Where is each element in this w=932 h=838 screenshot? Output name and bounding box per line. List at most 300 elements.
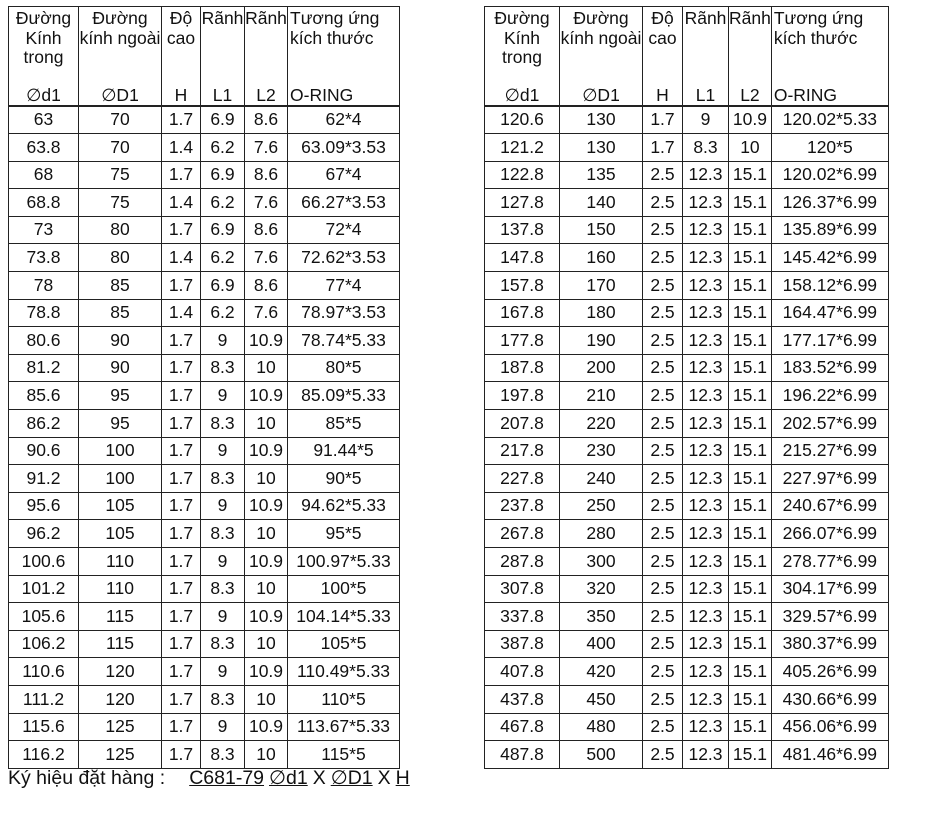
cell-oring-size: 481.46*6.99 [771,741,888,769]
cell-inner-diameter: 116.2 [9,741,79,769]
cell-height: 1.7 [162,106,201,134]
cell-inner-diameter: 63.8 [9,134,79,162]
cell-height: 2.5 [643,382,683,410]
table-body-right [485,106,889,769]
table-row [9,548,400,576]
cell-inner-diameter: 96.2 [9,520,79,548]
table-row [9,216,400,244]
cell-height: 1.7 [162,603,201,631]
cell-outer-diameter: 80 [79,216,162,244]
cell-groove-l1: 12.3 [683,299,729,327]
cell-groove-l1: 9 [201,327,245,355]
cell-oring-size: 110.49*5.33 [288,658,400,686]
cell-groove-l1: 9 [201,713,245,741]
table-row [485,437,889,465]
cell-groove-l2: 10.9 [245,492,288,520]
cell-oring-size: 113.67*5.33 [288,713,400,741]
cell-outer-diameter: 85 [79,272,162,300]
cell-outer-diameter: 105 [79,492,162,520]
cell-outer-diameter: 130 [560,106,643,134]
header-groove-l2: Rãnh L2 [245,7,288,106]
cell-oring-size: 164.47*6.99 [771,299,888,327]
cell-groove-l2: 8.6 [245,106,288,134]
cell-groove-l2: 15.1 [729,520,772,548]
cell-groove-l2: 8.6 [245,161,288,189]
cell-groove-l1: 12.3 [683,575,729,603]
cell-height: 2.5 [643,272,683,300]
cell-groove-l2: 15.1 [729,189,772,217]
header-outer-diameter: Đường kính ngoài ∅D1 [79,7,162,106]
cell-oring-size: 91.44*5 [288,437,400,465]
table-row [485,272,889,300]
cell-groove-l2: 10.9 [245,713,288,741]
cell-inner-diameter: 147.8 [485,244,560,272]
cell-oring-size: 380.37*6.99 [771,630,888,658]
cell-groove-l1: 8.3 [683,134,729,162]
cell-height: 1.7 [162,713,201,741]
cell-groove-l1: 6.2 [201,299,245,327]
cell-inner-diameter: 63 [9,106,79,134]
table-row [9,382,400,410]
cell-height: 1.7 [162,465,201,493]
cell-inner-diameter: 81.2 [9,354,79,382]
cell-outer-diameter: 75 [79,189,162,217]
cell-inner-diameter: 91.2 [9,465,79,493]
cell-groove-l1: 12.3 [683,272,729,300]
table-row [485,189,889,217]
cell-outer-diameter: 95 [79,410,162,438]
header-groove-l1: Rãnh L1 [201,7,245,106]
table-row [9,272,400,300]
cell-groove-l2: 15.1 [729,713,772,741]
order-code-d1: ∅d1 [269,767,308,789]
cell-outer-diameter: 230 [560,437,643,465]
table-row [9,465,400,493]
cell-groove-l2: 10 [729,134,772,162]
cell-outer-diameter: 120 [79,658,162,686]
cell-outer-diameter: 115 [79,603,162,631]
cell-groove-l2: 10 [245,520,288,548]
cell-groove-l1: 12.3 [683,465,729,493]
cell-groove-l1: 8.3 [201,354,245,382]
order-code-H: H [395,767,410,789]
table-row [485,603,889,631]
table-row [485,548,889,576]
cell-inner-diameter: 95.6 [9,492,79,520]
cell-outer-diameter: 140 [560,189,643,217]
cell-oring-size: 66.27*3.53 [288,189,400,217]
cell-inner-diameter: 207.8 [485,410,560,438]
cell-outer-diameter: 190 [560,327,643,355]
cell-inner-diameter: 73 [9,216,79,244]
cell-groove-l2: 10 [245,741,288,769]
table-row [485,354,889,382]
cell-outer-diameter: 75 [79,161,162,189]
cell-oring-size: 90*5 [288,465,400,493]
cell-height: 1.7 [643,134,683,162]
cell-outer-diameter: 200 [560,354,643,382]
cell-inner-diameter: 120.6 [485,106,560,134]
cell-height: 2.5 [643,548,683,576]
cell-inner-diameter: 111.2 [9,685,79,713]
table-row [485,492,889,520]
cell-height: 1.7 [162,382,201,410]
cell-outer-diameter: 125 [79,713,162,741]
table-body-left [9,106,400,769]
cell-groove-l2: 7.6 [245,299,288,327]
cell-groove-l1: 6.2 [201,134,245,162]
table-row [485,161,889,189]
cell-groove-l1: 12.3 [683,216,729,244]
cell-oring-size: 120.02*5.33 [771,106,888,134]
cell-outer-diameter: 150 [560,216,643,244]
cell-groove-l1: 6.9 [201,216,245,244]
cell-height: 1.7 [162,520,201,548]
cell-groove-l1: 6.9 [201,106,245,134]
table-row [485,575,889,603]
order-code-x1: X [312,767,326,789]
table-row [485,630,889,658]
cell-groove-l2: 15.1 [729,548,772,576]
cell-outer-diameter: 110 [79,548,162,576]
cell-groove-l1: 8.3 [201,575,245,603]
cell-inner-diameter: 85.6 [9,382,79,410]
cell-height: 2.5 [643,713,683,741]
cell-outer-diameter: 300 [560,548,643,576]
cell-outer-diameter: 170 [560,272,643,300]
cell-inner-diameter: 115.6 [9,713,79,741]
cell-groove-l2: 15.1 [729,741,772,769]
cell-groove-l1: 9 [201,603,245,631]
table-row [9,410,400,438]
header-groove-l1: Rãnh L1 [683,7,729,106]
cell-groove-l1: 12.3 [683,713,729,741]
cell-outer-diameter: 120 [79,685,162,713]
cell-height: 1.7 [162,741,201,769]
cell-inner-diameter: 487.8 [485,741,560,769]
cell-groove-l2: 15.1 [729,299,772,327]
cell-groove-l2: 10 [245,575,288,603]
table-row [9,658,400,686]
cell-oring-size: 430.66*6.99 [771,685,888,713]
cell-height: 2.5 [643,492,683,520]
cell-groove-l2: 10 [245,465,288,493]
table-row [9,106,400,134]
cell-inner-diameter: 287.8 [485,548,560,576]
cell-outer-diameter: 210 [560,382,643,410]
cell-groove-l2: 15.1 [729,603,772,631]
cell-height: 1.7 [162,327,201,355]
cell-outer-diameter: 500 [560,741,643,769]
cell-height: 1.7 [162,272,201,300]
cell-oring-size: 135.89*6.99 [771,216,888,244]
cell-outer-diameter: 110 [79,575,162,603]
cell-inner-diameter: 73.8 [9,244,79,272]
cell-outer-diameter: 90 [79,354,162,382]
cell-inner-diameter: 187.8 [485,354,560,382]
cell-groove-l2: 10 [245,354,288,382]
cell-groove-l1: 8.3 [201,630,245,658]
header-inner-diameter: Đường Kính trong ∅d1 [9,7,79,106]
cell-inner-diameter: 78.8 [9,299,79,327]
cell-inner-diameter: 106.2 [9,630,79,658]
cell-groove-l2: 10.9 [729,106,772,134]
cell-groove-l1: 12.3 [683,244,729,272]
cell-outer-diameter: 135 [560,161,643,189]
header-height: Độ cao H [643,7,683,106]
cell-outer-diameter: 240 [560,465,643,493]
cell-groove-l2: 15.1 [729,437,772,465]
cell-outer-diameter: 115 [79,630,162,658]
cell-oring-size: 85.09*5.33 [288,382,400,410]
cell-oring-size: 100.97*5.33 [288,548,400,576]
cell-oring-size: 72*4 [288,216,400,244]
cell-groove-l2: 15.1 [729,492,772,520]
table-row [9,327,400,355]
cell-inner-diameter: 127.8 [485,189,560,217]
table-row [9,492,400,520]
cell-groove-l1: 9 [201,658,245,686]
cell-oring-size: 278.77*6.99 [771,548,888,576]
cell-groove-l2: 10.9 [245,437,288,465]
cell-oring-size: 183.52*6.99 [771,354,888,382]
order-code-label: Ký hiệu đặt hàng : [8,767,166,789]
table-row [485,465,889,493]
order-code-x2: X [377,767,391,789]
cell-outer-diameter: 320 [560,575,643,603]
cell-height: 1.7 [162,630,201,658]
table-row [9,244,400,272]
header-inner-diameter: Đường Kính trong ∅d1 [485,7,560,106]
cell-oring-size: 202.57*6.99 [771,410,888,438]
cell-oring-size: 126.37*6.99 [771,189,888,217]
cell-groove-l2: 15.1 [729,161,772,189]
cell-height: 2.5 [643,741,683,769]
cell-height: 1.7 [162,492,201,520]
table-row [9,603,400,631]
cell-inner-diameter: 467.8 [485,713,560,741]
cell-groove-l1: 12.3 [683,741,729,769]
cell-inner-diameter: 86.2 [9,410,79,438]
table-row [485,244,889,272]
header-oring-size: Tương ứng kích thước O-RING [288,7,400,106]
cell-height: 2.5 [643,327,683,355]
cell-height: 2.5 [643,685,683,713]
cell-oring-size: 177.17*6.99 [771,327,888,355]
cell-oring-size: 100*5 [288,575,400,603]
cell-groove-l1: 9 [201,492,245,520]
cell-oring-size: 304.17*6.99 [771,575,888,603]
cell-outer-diameter: 250 [560,492,643,520]
cell-inner-diameter: 267.8 [485,520,560,548]
cell-groove-l2: 15.1 [729,575,772,603]
cell-oring-size: 196.22*6.99 [771,382,888,410]
table-row [9,685,400,713]
cell-outer-diameter: 480 [560,713,643,741]
cell-inner-diameter: 337.8 [485,603,560,631]
cell-height: 2.5 [643,603,683,631]
cell-inner-diameter: 101.2 [9,575,79,603]
cell-oring-size: 110*5 [288,685,400,713]
cell-groove-l2: 15.1 [729,465,772,493]
cell-height: 1.4 [162,134,201,162]
table-header-row [485,7,889,106]
table-row [485,299,889,327]
cell-groove-l2: 10 [245,630,288,658]
cell-inner-diameter: 217.8 [485,437,560,465]
cell-inner-diameter: 100.6 [9,548,79,576]
cell-height: 1.7 [162,410,201,438]
cell-oring-size: 405.26*6.99 [771,658,888,686]
cell-outer-diameter: 80 [79,244,162,272]
cell-outer-diameter: 160 [560,244,643,272]
cell-height: 1.7 [162,354,201,382]
cell-inner-diameter: 90.6 [9,437,79,465]
cell-oring-size: 329.57*6.99 [771,603,888,631]
cell-inner-diameter: 197.8 [485,382,560,410]
cell-groove-l1: 9 [683,106,729,134]
cell-oring-size: 120.02*6.99 [771,161,888,189]
cell-oring-size: 63.09*3.53 [288,134,400,162]
cell-oring-size: 104.14*5.33 [288,603,400,631]
table-row [9,437,400,465]
header-outer-diameter: Đường kính ngoài ∅D1 [560,7,643,106]
cell-outer-diameter: 130 [560,134,643,162]
cell-height: 2.5 [643,189,683,217]
cell-outer-diameter: 280 [560,520,643,548]
cell-inner-diameter: 110.6 [9,658,79,686]
cell-oring-size: 266.07*6.99 [771,520,888,548]
order-code-line [8,766,410,790]
table-row [485,520,889,548]
cell-groove-l1: 8.3 [201,520,245,548]
table-row [485,685,889,713]
table-row [485,713,889,741]
cell-oring-size: 72.62*3.53 [288,244,400,272]
cell-height: 2.5 [643,630,683,658]
cell-oring-size: 120*5 [771,134,888,162]
cell-height: 1.7 [162,575,201,603]
cell-groove-l1: 8.3 [201,685,245,713]
cell-groove-l2: 8.6 [245,272,288,300]
cell-groove-l2: 15.1 [729,327,772,355]
cell-inner-diameter: 122.8 [485,161,560,189]
table-row [9,134,400,162]
cell-height: 2.5 [643,216,683,244]
cell-height: 1.4 [162,189,201,217]
cell-inner-diameter: 177.8 [485,327,560,355]
cell-groove-l2: 10.9 [245,327,288,355]
cell-height: 2.5 [643,465,683,493]
cell-oring-size: 85*5 [288,410,400,438]
table-row [9,741,400,769]
order-code-D1: ∅D1 [330,767,373,789]
cell-groove-l1: 12.3 [683,437,729,465]
order-code-prefix: C681-79 [189,767,265,789]
cell-outer-diameter: 350 [560,603,643,631]
cell-inner-diameter: 78 [9,272,79,300]
cell-groove-l1: 9 [201,382,245,410]
table-row [485,134,889,162]
cell-height: 1.7 [162,216,201,244]
cell-groove-l1: 8.3 [201,410,245,438]
cell-outer-diameter: 105 [79,520,162,548]
cell-inner-diameter: 387.8 [485,630,560,658]
cell-groove-l1: 9 [201,548,245,576]
cell-groove-l2: 7.6 [245,189,288,217]
cell-inner-diameter: 105.6 [9,603,79,631]
cell-oring-size: 95*5 [288,520,400,548]
cell-groove-l1: 12.3 [683,189,729,217]
cell-groove-l2: 15.1 [729,272,772,300]
cell-outer-diameter: 180 [560,299,643,327]
cell-oring-size: 67*4 [288,161,400,189]
table-row [9,299,400,327]
cell-inner-diameter: 68 [9,161,79,189]
table-row [485,741,889,769]
cell-groove-l1: 12.3 [683,382,729,410]
cell-outer-diameter: 95 [79,382,162,410]
cell-groove-l1: 12.3 [683,548,729,576]
table-row [9,189,400,217]
cell-inner-diameter: 407.8 [485,658,560,686]
cell-inner-diameter: 167.8 [485,299,560,327]
cell-height: 1.7 [162,548,201,576]
cell-oring-size: 105*5 [288,630,400,658]
cell-height: 1.7 [162,658,201,686]
table-row [485,216,889,244]
cell-groove-l1: 12.3 [683,410,729,438]
cell-height: 1.4 [162,244,201,272]
cell-oring-size: 62*4 [288,106,400,134]
header-oring-size: Tương ứng kích thước O-RING [771,7,888,106]
cell-oring-size: 240.67*6.99 [771,492,888,520]
cell-outer-diameter: 70 [79,134,162,162]
cell-inner-diameter: 237.8 [485,492,560,520]
cell-oring-size: 215.27*6.99 [771,437,888,465]
cell-inner-diameter: 157.8 [485,272,560,300]
cell-inner-diameter: 437.8 [485,685,560,713]
table-row [9,713,400,741]
cell-height: 2.5 [643,575,683,603]
cell-outer-diameter: 220 [560,410,643,438]
table-row [9,354,400,382]
cell-groove-l1: 8.3 [201,465,245,493]
cell-groove-l2: 15.1 [729,216,772,244]
cell-oring-size: 115*5 [288,741,400,769]
cell-height: 1.7 [162,161,201,189]
cell-groove-l1: 12.3 [683,327,729,355]
cell-groove-l1: 12.3 [683,492,729,520]
cell-groove-l1: 12.3 [683,630,729,658]
cell-groove-l2: 15.1 [729,354,772,382]
cell-groove-l2: 15.1 [729,685,772,713]
cell-groove-l1: 12.3 [683,520,729,548]
cell-height: 2.5 [643,437,683,465]
cell-height: 2.5 [643,658,683,686]
cell-inner-diameter: 80.6 [9,327,79,355]
cell-outer-diameter: 90 [79,327,162,355]
cell-groove-l2: 15.1 [729,244,772,272]
cell-inner-diameter: 121.2 [485,134,560,162]
size-table-right [484,6,889,769]
cell-outer-diameter: 70 [79,106,162,134]
cell-oring-size: 145.42*6.99 [771,244,888,272]
cell-groove-l2: 10.9 [245,382,288,410]
cell-outer-diameter: 100 [79,465,162,493]
cell-groove-l1: 12.3 [683,658,729,686]
cell-groove-l1: 12.3 [683,685,729,713]
